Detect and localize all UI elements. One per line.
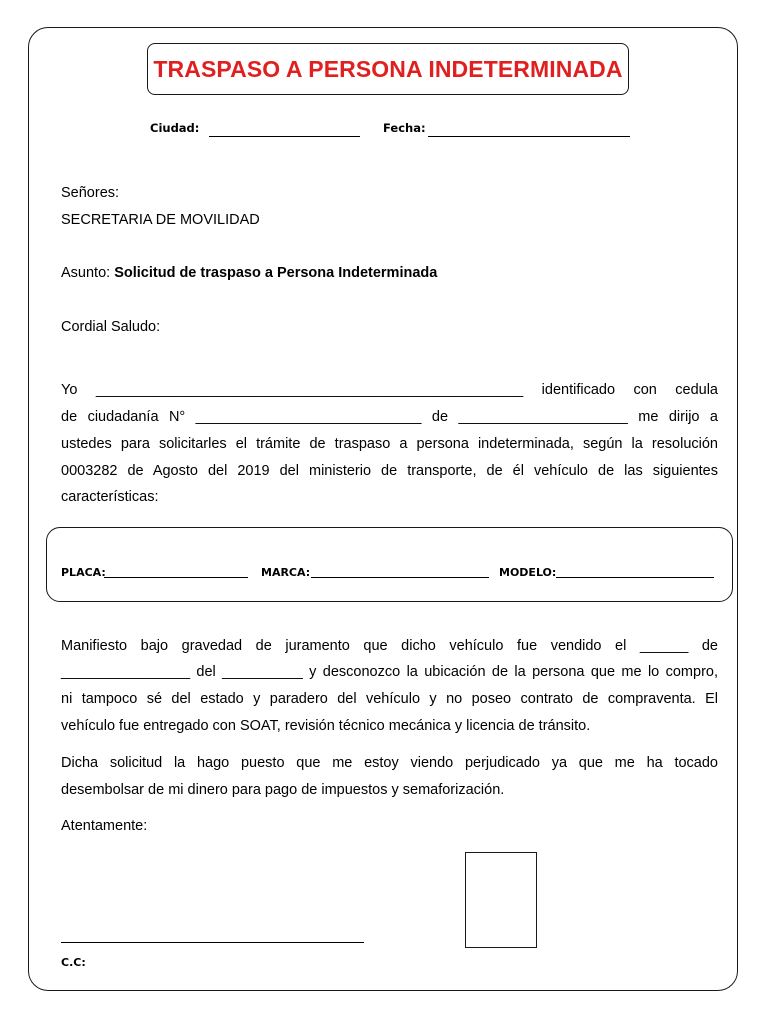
paragraph1-line3: ustedes para solicitarles el trámite de traspaso a persona indeterminada, según la resolución — [61, 436, 718, 452]
paragraph1-line5: características: — [61, 489, 159, 505]
subject-text: Solicitud de traspaso a Persona Indeterminada — [114, 265, 438, 281]
greeting: Cordial Saludo: — [61, 319, 161, 335]
id-label: C.C: — [61, 956, 86, 969]
salutation: Señores: — [61, 185, 120, 201]
paragraph2-line1: Manifiesto bajo gravedad de juramento que dicho vehículo fue vendido el ______ de — [61, 638, 718, 654]
paragraph3-line1: Dicha solicitud la hago puesto que me estoy viendo perjudicado ya que me ha tocado — [61, 755, 718, 771]
paragraph2-line2: ________________ del __________ y desconozco la ubicación de la persona que me lo compro, — [61, 664, 718, 680]
paragraph2-line4: vehículo fue entregado con SOAT, revisión técnico mecánica y licencia de tránsito. — [61, 718, 591, 734]
date-label: Fecha: — [383, 121, 426, 135]
brand-field[interactable] — [311, 577, 489, 578]
paragraph1-line4: 0003282 de Agosto del 2019 del ministerio de transporte, de él vehículo de las siguientes — [61, 463, 718, 479]
subject-label: Asunto: — [61, 265, 111, 281]
document-title: TRASPASO A PERSONA INDETERMINADA — [153, 55, 623, 82]
paragraph2-line3: ni tampoco sé del estado y paradero del vehículo y no poseo contrato de compraventa. El — [61, 691, 718, 707]
vehicle-box — [46, 527, 733, 602]
signature-line[interactable] — [61, 942, 364, 943]
brand-label: MARCA: — [261, 566, 311, 579]
title-box — [147, 43, 629, 95]
subject-line — [61, 265, 437, 281]
date-field[interactable] — [428, 136, 630, 137]
paragraph1-line2: de ciudadanía N° ____________________________ de _____________________ me dirijo a — [61, 409, 718, 425]
recipient-entity: SECRETARIA DE MOVILIDAD — [61, 212, 260, 228]
closing: Atentamente: — [61, 818, 148, 834]
model-label: MODELO: — [499, 566, 557, 579]
paragraph3-line2: desembolsar de mi dinero para pago de impuestos y semaforización. — [61, 782, 505, 798]
plate-field[interactable] — [104, 577, 248, 578]
model-field[interactable] — [556, 577, 714, 578]
city-label: Ciudad: — [150, 121, 200, 135]
plate-label: PLACA: — [61, 566, 106, 579]
photo-box — [465, 852, 537, 948]
city-field[interactable] — [209, 136, 360, 137]
paragraph1-line1: Yo _____________________________________________________ identificado con cedula — [61, 382, 718, 398]
